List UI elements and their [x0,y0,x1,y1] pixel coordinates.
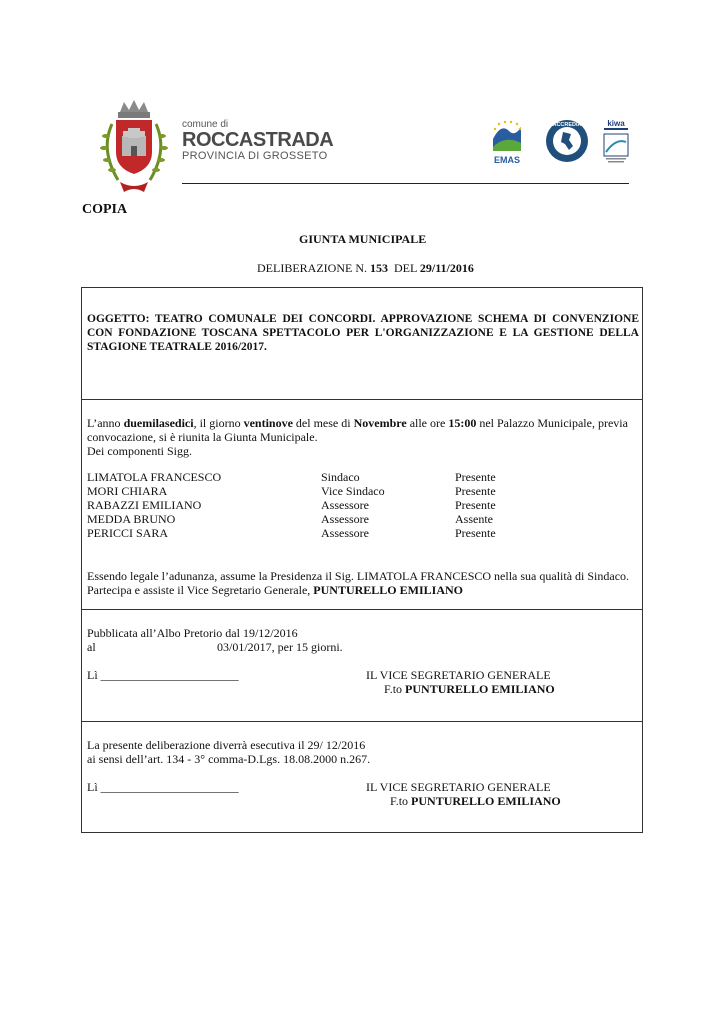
member-status: Assente [455,512,493,526]
member-name: RABAZZI EMILIANO [87,498,202,512]
session-month: Novembre [353,416,407,430]
publication-place-line: Lì _______________________ [87,668,239,682]
brand-block [182,119,333,162]
execution-sign-title: IL VICE SEGRETARIO GENERALE [366,780,551,794]
member-status: Presente [455,470,496,484]
session-box [81,399,643,609]
brand-small-text: comune di [182,119,229,130]
header-divider [182,183,629,184]
deliberation-line [257,261,474,276]
execution-sign-name: PUNTURELLO EMILIANO [411,794,561,808]
components-label: Dei componenti Sigg. [87,444,192,458]
council-title: GIUNTA MUNICIPALE [299,232,427,246]
publication-sign-name: PUNTURELLO EMILIANO [405,682,555,696]
municipal-crest-logo [94,100,174,200]
copy-label: COPIA [82,202,128,217]
session-t1: L’anno [87,416,124,430]
brand-province: PROVINCIA DI GROSSETO [182,150,328,162]
publication-sign-prefix: F.to [384,682,406,696]
publication-signature [384,682,555,696]
publication-al: al [87,640,96,654]
member-name: LIMATOLA FRANCESCO [87,470,222,484]
session-hour: 15:00 [448,416,477,430]
member-status: Presente [455,526,496,540]
publication-line2: 03/01/2017, per 15 giorni. [217,640,343,654]
member-status: Presente [455,484,496,498]
deliberation-date: 29/11/2016 [419,261,474,275]
accredia-label: ACCREDIA [552,122,582,128]
publication-sign-title: IL VICE SEGRETARIO GENERALE [366,668,551,682]
execution-signature [390,794,561,808]
deliberation-number: 153 [369,261,388,275]
publication-line1: Pubblicata all’Albo Pretorio dal 19/12/2016 [87,626,298,640]
member-role: Sindaco [321,470,360,484]
session-t2: , il giorno [193,416,244,430]
publication-box [81,609,643,721]
emas-label: EMAS [493,155,521,165]
member-name: MORI CHIARA [87,484,168,498]
deliberation-del: DEL [393,261,417,275]
brand-name: ROCCASTRADA [182,129,334,151]
subject-box [81,287,643,399]
session-intro [87,416,639,458]
session-year: duemilasedici [123,416,194,430]
member-role: Assessore [321,526,369,540]
presidency-line2-prefix: Partecipa e assiste il Vice Segretario Generale, [87,583,314,597]
member-role: Vice Sindaco [321,484,385,498]
presidency-secretary-name: PUNTURELLO EMILIANO [313,583,463,597]
subject-text: OGGETTO: TEATRO COMUNALE DEI CONCORDI. APPROVAZIONE SCHEMA DI CONVENZIONE CON FONDAZIONE TOSCANA SPETTACOLO PER L'ORGANIZZAZIONE E LA GESTIONE DELLA STAGIONE TEATRALE 2016/2017. [87,313,639,353]
member-role: Assessore [321,512,369,526]
execution-place-line: Lì _______________________ [87,780,239,794]
execution-line1: La presente deliberazione diverrà esecutiva il 29/ 12/2016 [87,738,366,752]
member-name: PERICCI SARA [87,526,169,540]
member-status: Presente [455,498,496,512]
kiwa-logo [602,118,630,166]
emas-logo [487,117,527,167]
execution-sign-prefix: F.to [390,794,412,808]
session-t4: alle ore [406,416,449,430]
kiwa-label: kiwa [607,119,625,128]
session-t3: del mese di [292,416,354,430]
presidency-line1: Essendo legale l’adunanza, assume la Presidenza il Sig. LIMATOLA FRANCESCO nella sua qualità di Sindaco. [87,569,630,583]
session-day: ventinove [243,416,293,430]
deliberation-prefix: DELIBERAZIONE N. [257,261,367,275]
session-t5: nel Palazzo Municipale, previa convocazione, si è riunita la Giunta Municipale. [87,416,628,444]
presidency-text [87,569,639,597]
member-name: MEDDA BRUNO [87,512,176,526]
accredia-logo [545,118,589,164]
execution-line2: ai sensi dell’art. 134 - 3° comma-D.Lgs. 18.08.2000 n.267. [87,752,371,766]
member-role: Assessore [321,498,369,512]
execution-box [81,721,643,833]
